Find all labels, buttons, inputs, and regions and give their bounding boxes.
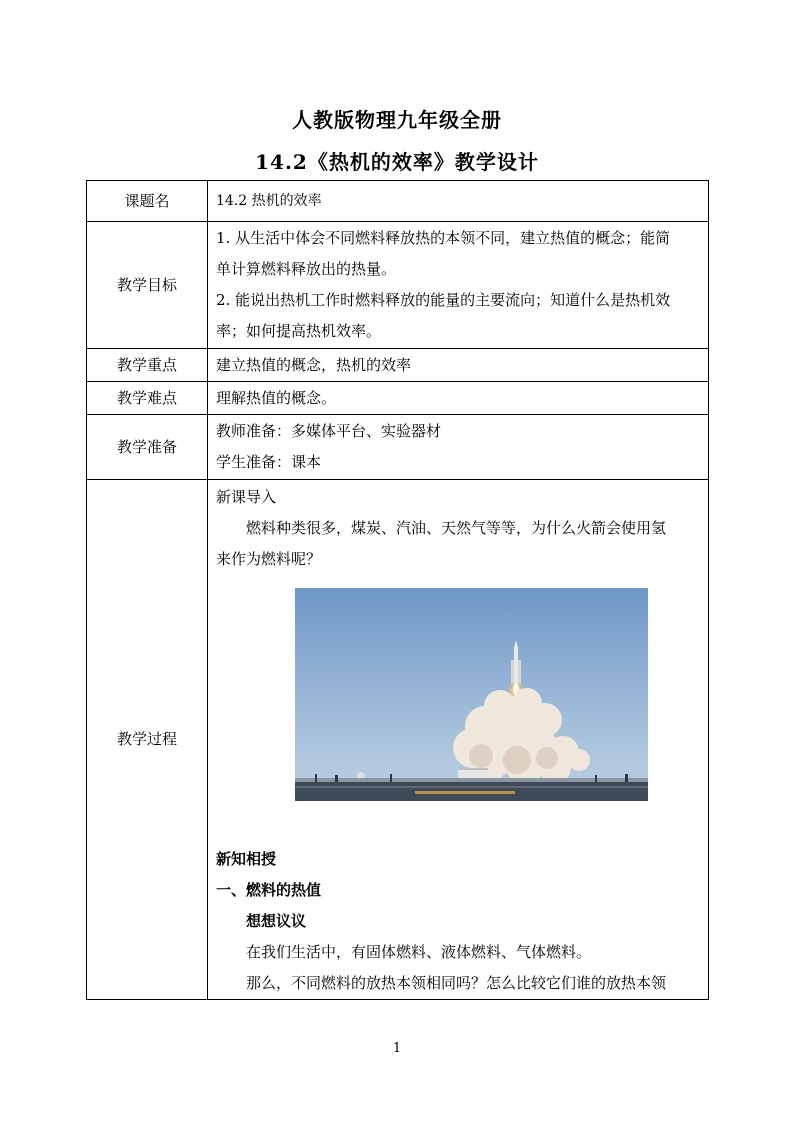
goals-label: 教学目标 bbox=[87, 222, 208, 349]
table-row-difficulties bbox=[87, 382, 709, 415]
teacher-preparation: 教师准备：多媒体平台、实验器材 bbox=[216, 422, 442, 440]
document-subtitle: 14.2《热机的效率》教学设计 bbox=[255, 150, 539, 174]
lesson-plan-table bbox=[86, 180, 709, 1000]
goals-content bbox=[208, 222, 709, 349]
table-row-topic bbox=[87, 181, 709, 222]
goal-line: 率；如何提高热机效率。 bbox=[216, 322, 382, 340]
topic-value: 14.2 热机的效率 bbox=[208, 181, 709, 222]
student-preparation: 学生准备：课本 bbox=[216, 453, 322, 471]
intro-heading: 新课导入 bbox=[216, 488, 277, 506]
key-points-label: 教学重点 bbox=[87, 349, 208, 382]
key-points-value: 建立热值的概念，热机的效率 bbox=[208, 349, 709, 382]
paragraph-line: 那么，不同燃料的放热本领相同吗？怎么比较它们谁的放热本领 bbox=[246, 974, 667, 992]
goal-line: 1. 从生活中体会不同燃料释放热的本领不同，建立热值的概念；能简 bbox=[216, 229, 671, 247]
topic-label: 课题名 bbox=[87, 181, 208, 222]
table-row-preparation bbox=[87, 415, 709, 480]
difficulties-label: 教学难点 bbox=[87, 382, 208, 415]
intro-paragraph-line: 燃料种类很多，煤炭、汽油、天然气等等，为什么火箭会使用氢 bbox=[246, 519, 667, 537]
intro-paragraph-line: 来作为燃料呢？ bbox=[216, 550, 322, 568]
table-row-goals bbox=[87, 222, 709, 349]
paragraph-line: 在我们生活中，有固体燃料、液体燃料、气体燃料。 bbox=[246, 943, 592, 961]
process-content bbox=[208, 480, 709, 1000]
rocket-launch-photo bbox=[295, 588, 648, 801]
preparation-content bbox=[208, 415, 709, 480]
preparation-label: 教学准备 bbox=[87, 415, 208, 480]
process-label: 教学过程 bbox=[87, 480, 208, 1000]
new-knowledge-heading: 新知相授 bbox=[216, 850, 277, 868]
discussion-heading: 想想议议 bbox=[246, 912, 307, 930]
table-row-process bbox=[87, 480, 709, 1000]
document-title: 人教版物理九年级全册 bbox=[292, 108, 502, 132]
difficulties-value: 理解热值的概念。 bbox=[208, 382, 709, 415]
table-row-key-points bbox=[87, 349, 709, 382]
goal-line: 单计算燃料释放出的热量。 bbox=[216, 260, 397, 278]
page-number: 1 bbox=[392, 1041, 402, 1056]
goal-line: 2. 能说出热机工作时燃料释放的能量的主要流向；知道什么是热机效 bbox=[216, 291, 671, 309]
section-heading: 一、燃料的热值 bbox=[216, 881, 322, 899]
